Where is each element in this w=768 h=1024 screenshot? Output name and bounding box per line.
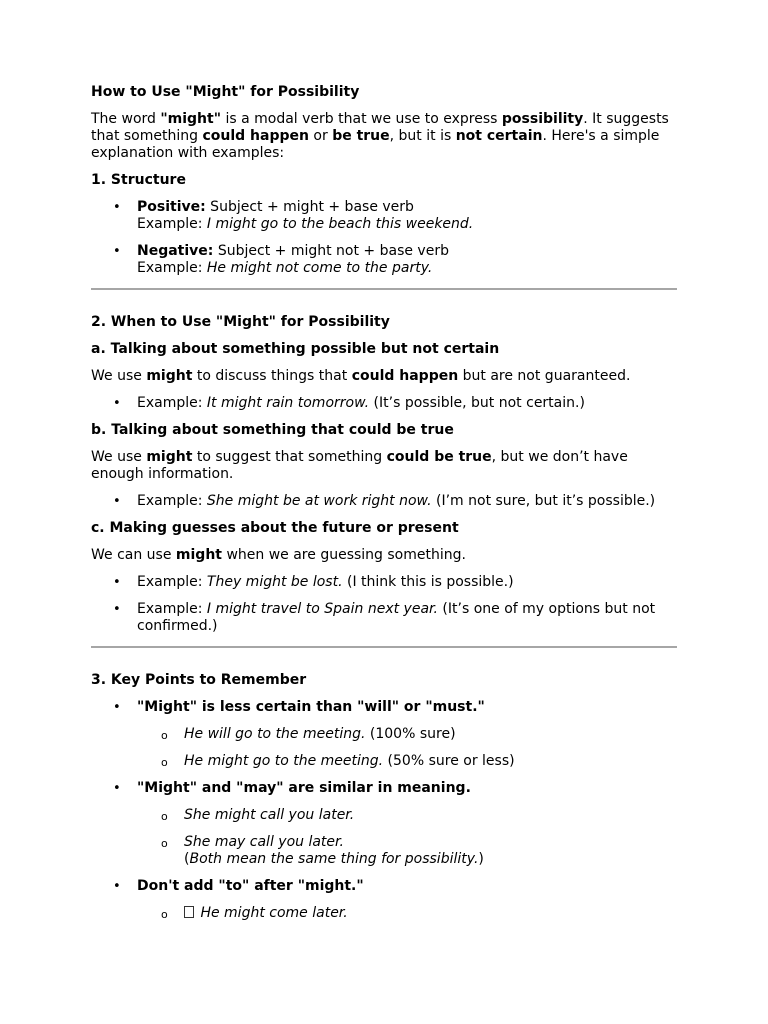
example-sentence: I might go to the beach this weekend. <box>206 216 474 232</box>
intro-bold: be true <box>332 128 390 144</box>
example-sentence: He might go to the meeting. <box>184 753 384 769</box>
sub-list-item <box>91 834 677 868</box>
body-bold: might <box>175 547 222 563</box>
intro-bold: not certain <box>455 128 543 144</box>
body-text: to discuss things that <box>192 368 352 384</box>
note-paren: ) <box>478 851 484 867</box>
example-note: (I’m not sure, but it’s possible.) <box>431 493 656 509</box>
missing-glyph-icon <box>184 906 194 918</box>
sub-list-item <box>91 753 677 770</box>
key-point-item <box>91 780 677 797</box>
example-sentence: She might call you later. <box>184 807 355 823</box>
body-text: but are not guaranteed. <box>458 368 631 384</box>
subsection-b-heading: b. Talking about something that could be true <box>91 422 454 438</box>
body-bold: could be true <box>386 449 492 465</box>
example-label: Example: <box>137 395 207 411</box>
section-divider <box>91 288 677 290</box>
list-item <box>91 574 677 591</box>
example-note: (50% sure or less) <box>383 753 515 769</box>
note-paren: ( <box>184 851 190 867</box>
example-note: (It’s possible, but not certain.) <box>369 395 585 411</box>
subsection-c-paragraph <box>91 547 677 564</box>
example-sentence: She may call you later. <box>184 834 344 850</box>
key-point-item <box>91 878 677 895</box>
body-bold: could happen <box>351 368 459 384</box>
example-label: Example: <box>137 601 207 617</box>
section-divider <box>91 646 677 648</box>
intro-bold: could happen <box>202 128 309 144</box>
subsection-a-heading: a. Talking about something possible but not certain <box>91 341 500 357</box>
key-point-title: Don't add "to" after "might." <box>137 878 364 894</box>
list-item <box>91 601 677 635</box>
body-bold: might <box>146 368 193 384</box>
intro-text: . Here's a simple explanation with examples: <box>91 128 660 161</box>
section-3-heading: 3. Key Points to Remember <box>91 672 307 688</box>
example-sentence: He might come later. <box>200 905 348 921</box>
list-item-positive <box>91 199 677 233</box>
body-text: , but we don’t have enough information. <box>91 449 628 482</box>
body-text: We use <box>91 449 147 465</box>
list-item <box>91 493 677 510</box>
example-sentence: It might rain tomorrow. <box>206 395 370 411</box>
intro-text: is a modal verb that we use to express <box>221 111 502 127</box>
sub-list-item <box>91 905 677 922</box>
key-points-list <box>91 699 677 922</box>
intro-text: , but it is <box>389 128 456 144</box>
example-sentence: He will go to the meeting. <box>184 726 366 742</box>
example-label: Example: <box>137 574 207 590</box>
intro-text: . It suggests that something <box>91 111 669 144</box>
document-title: How to Use "Might" for Possibility <box>91 84 360 100</box>
document-page <box>91 84 677 922</box>
key-point-title: "Might" and "may" are similar in meaning. <box>137 780 471 796</box>
intro-paragraph <box>91 111 677 162</box>
sub-list-item <box>91 726 677 743</box>
example-sentence: I might travel to Spain next year. <box>206 601 438 617</box>
example-sentence: They might be lost. <box>206 574 343 590</box>
intro-bold: "might" <box>160 111 222 127</box>
subsection-b-paragraph <box>91 449 677 483</box>
section-2-heading: 2. When to Use "Might" for Possibility <box>91 314 390 330</box>
sub-list-item <box>91 807 677 824</box>
example-label: Example: <box>137 260 207 276</box>
example-sentence: He might not come to the party. <box>206 260 433 276</box>
body-bold: might <box>146 449 193 465</box>
example-note: Both mean the same thing for possibility. <box>189 851 479 867</box>
negative-rule: Subject + might not + base verb <box>213 243 449 259</box>
example-note: (It’s one of my options but not confirmed.) <box>137 601 656 634</box>
structure-list <box>91 199 677 277</box>
intro-text: The word <box>91 111 161 127</box>
key-point-item <box>91 699 677 716</box>
list-item <box>91 395 677 412</box>
intro-bold: possibility <box>501 111 584 127</box>
section-1-heading: 1. Structure <box>91 172 186 188</box>
intro-text: or <box>308 128 333 144</box>
example-sentence: She might be at work right now. <box>206 493 432 509</box>
subsection-a-list <box>91 395 677 412</box>
subsection-b-list <box>91 493 677 510</box>
positive-rule: Subject + might + base verb <box>205 199 414 215</box>
example-label: Example: <box>137 216 207 232</box>
body-text: We can use <box>91 547 176 563</box>
body-text: to suggest that something <box>192 449 387 465</box>
list-item-negative <box>91 243 677 277</box>
positive-label: Positive: <box>137 199 206 215</box>
subsection-c-heading: c. Making guesses about the future or present <box>91 520 459 536</box>
negative-label: Negative: <box>137 243 214 259</box>
body-text: We use <box>91 368 147 384</box>
body-text: when we are guessing something. <box>222 547 466 563</box>
key-point-title: "Might" is less certain than "will" or "must." <box>137 699 485 715</box>
subsection-a-paragraph <box>91 368 677 385</box>
example-note: (100% sure) <box>365 726 456 742</box>
subsection-c-list <box>91 574 677 635</box>
example-note: (I think this is possible.) <box>342 574 514 590</box>
example-label: Example: <box>137 493 207 509</box>
